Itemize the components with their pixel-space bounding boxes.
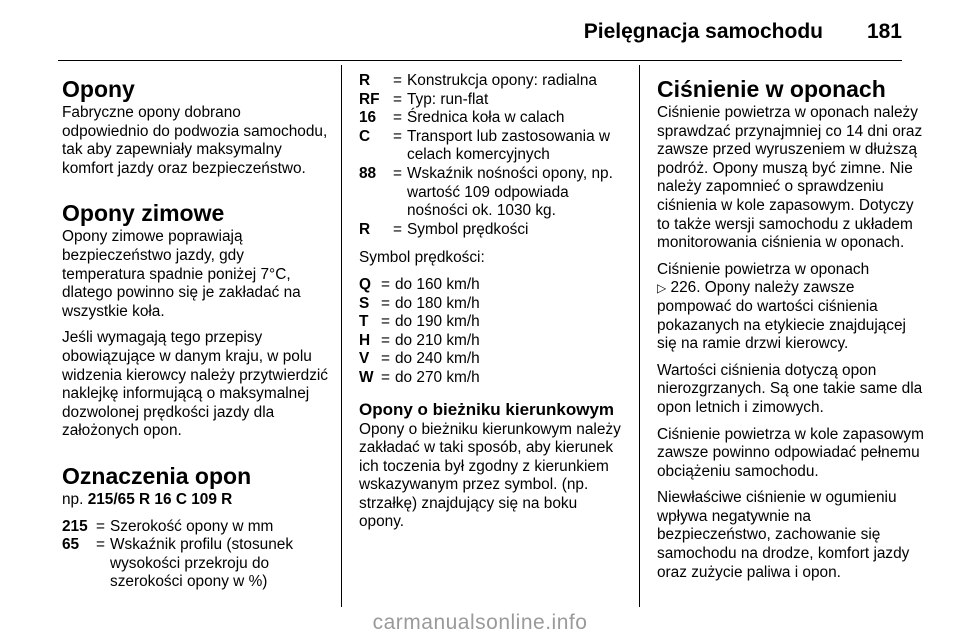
list-item-equals: = xyxy=(96,517,105,535)
speed-symbol-list xyxy=(359,276,625,388)
speed-symbol-label: Symbol prędkości: xyxy=(359,249,485,267)
list-item xyxy=(359,276,625,295)
column-3 xyxy=(657,72,925,590)
list-item-key: 16 xyxy=(359,109,377,127)
list-item-text: do 190 km/h xyxy=(395,313,480,331)
list-item-equals: = xyxy=(381,313,390,331)
list-item-key: R xyxy=(359,220,371,238)
list-item-equals: = xyxy=(381,294,390,312)
list-item-key: Q xyxy=(359,275,371,293)
section-heading-opony-zimowe: Opony zimowe xyxy=(62,200,225,227)
paragraph-2-start: Ciśnienie powietrza w oponach xyxy=(657,260,870,278)
list-item-text: do 160 km/h xyxy=(395,275,480,293)
list-item xyxy=(359,72,625,91)
list-item xyxy=(359,332,625,351)
tire-code-list xyxy=(62,518,328,592)
example-prefix: np. xyxy=(62,490,84,508)
list-item-key: H xyxy=(359,331,371,349)
list-item xyxy=(62,536,328,592)
list-item-equals: = xyxy=(381,368,390,386)
list-item-text: Typ: run-flat xyxy=(407,90,489,108)
list-item xyxy=(359,295,625,314)
list-item-equals: = xyxy=(393,90,402,108)
page-reference-icon: ▷ xyxy=(657,281,667,296)
list-item-key: C xyxy=(359,127,371,145)
list-item-key: W xyxy=(359,368,374,386)
list-item-text: Wskaźnik nośności opony, np. wartość 109 odpowiada nośności ok. 1030 kg. xyxy=(407,164,613,220)
list-item-text: Średnica koła w calach xyxy=(407,109,565,127)
list-item-equals: = xyxy=(393,220,402,238)
zimowe-paragraph-2: Jeśli wymagają tego przepisy obowiązujące w danym kraju, w polu widzenia kierowcy należy przytwierdzić naklejkę informującą o maksymalnej dozwolonej prędkości jazdy dla założonych opon. xyxy=(62,329,329,440)
section-heading-cisnienie: Ciśnienie w oponach xyxy=(657,76,886,102)
list-item-equals: = xyxy=(381,350,390,368)
list-item xyxy=(359,91,625,110)
list-item xyxy=(62,518,328,537)
list-item-equals: = xyxy=(393,164,402,182)
list-item xyxy=(359,128,625,165)
list-item-equals: = xyxy=(393,127,402,145)
paragraph-2-rest: . Opony należy zawsze pompować do wartości ciśnienia pokazanych na etykiecie znajdującej się na ramie drzwi kierowcy. xyxy=(657,279,906,353)
list-item-key: RF xyxy=(359,90,380,108)
list-item-text: do 180 km/h xyxy=(395,294,480,312)
list-item-key: 215 xyxy=(62,517,88,535)
list-item xyxy=(359,350,625,369)
list-item-key: R xyxy=(359,72,371,89)
column-1 xyxy=(62,72,328,592)
column-divider-2 xyxy=(639,65,640,607)
list-item-key: T xyxy=(359,313,369,331)
header-divider xyxy=(58,60,902,61)
watermark: carmanualsonline.info xyxy=(372,611,588,634)
list-item-text: do 240 km/h xyxy=(395,350,480,368)
column-2 xyxy=(359,72,625,540)
cisnienie-paragraph-4: Ciśnienie powietrza w kole zapasowym zawsze powinno odpowiadać pełnemu obciążeniu samochodu. xyxy=(657,425,924,480)
list-item-key: 65 xyxy=(62,536,80,554)
list-item xyxy=(359,369,625,388)
list-item xyxy=(359,165,625,221)
list-item xyxy=(359,109,625,128)
list-item xyxy=(359,313,625,332)
page-reference-link[interactable]: 226 xyxy=(670,279,697,297)
list-item-equals: = xyxy=(393,109,402,127)
list-item-equals: = xyxy=(381,331,390,349)
list-item-text: Wskaźnik profilu (stosunek wysokości przekroju do szerokości opony w %) xyxy=(110,536,294,591)
list-item-equals: = xyxy=(393,72,402,89)
list-item xyxy=(359,221,625,240)
list-item-text: do 210 km/h xyxy=(395,331,480,349)
page-header-title: Pielęgnacja samochodu xyxy=(583,20,823,43)
section-text-opony: Fabryczne opony dobrano odpowiednio do podwozia samochodu, tak aby zapewniały maksymalny komfort jazdy oraz bezpieczeństwo. xyxy=(62,104,328,177)
list-item-text: Konstrukcja opony: radialna xyxy=(407,72,597,89)
tire-code-list-continued xyxy=(359,72,625,239)
list-item-key: V xyxy=(359,350,370,368)
list-item-equals: = xyxy=(96,536,105,554)
tire-code-example xyxy=(62,491,328,510)
list-item-text: Transport lub zastosowania w celach komercyjnych xyxy=(407,127,611,164)
list-item-text: do 270 km/h xyxy=(395,368,480,386)
cisnienie-paragraph-3: Wartości ciśnienia dotyczą opon nierozgrzanych. Są one takie same dla opon letnich i zimowych. xyxy=(657,361,923,416)
column-divider-1 xyxy=(341,65,342,607)
list-item-text: Symbol prędkości xyxy=(407,220,529,238)
list-item-key: 88 xyxy=(359,164,377,182)
cisnienie-paragraph-2 xyxy=(657,261,925,354)
cisnienie-paragraph-1: Ciśnienie powietrza w oponach należy sprawdzać przynajmniej co 14 dni oraz zawsze przed wyruszeniem w dłuższą podróż. Opony muszą być zimne. Nie należy zapomnieć o sprawdzeniu ciśnienia w kole zapasowym. Dotyczy to także wersji samochodu z układem monitorowania ciśnienia w oponach. xyxy=(657,104,923,252)
list-item-text: Szerokość opony w mm xyxy=(110,517,274,535)
example-code: 215/65 R 16 C 109 R xyxy=(87,490,233,508)
list-item-key: S xyxy=(359,294,370,312)
cisnienie-paragraph-5: Niewłaściwe ciśnienie w ogumieniu wpływa negatywnie na bezpieczeństwo, zachowanie się samochodu na drodze, komfort jazdy oraz zużycie paliwa i opon. xyxy=(657,489,910,581)
kierunkowe-paragraph: Opony o bieżniku kierunkowym należy zakładać w taki sposób, aby kierunek ich toczenia był zgodny z kierunkiem wskazywanym przez symbol. (np. strzałkę) znajdujący się na boku opony. xyxy=(359,420,621,531)
section-heading-kierunkowe: Opony o bieżniku kierunkowym xyxy=(359,399,615,419)
section-heading-opony: Opony xyxy=(62,76,135,102)
list-item-equals: = xyxy=(381,275,390,293)
zimowe-paragraph-1: Opony zimowe poprawiają bezpieczeństwo jazdy, gdy temperatura spadnie poniżej 7°C, dlatego powinno się je zakładać na wszystkie koła. xyxy=(62,228,301,320)
page-number: 181 xyxy=(866,20,902,43)
section-heading-oznaczenia: Oznaczenia opon xyxy=(62,462,252,489)
